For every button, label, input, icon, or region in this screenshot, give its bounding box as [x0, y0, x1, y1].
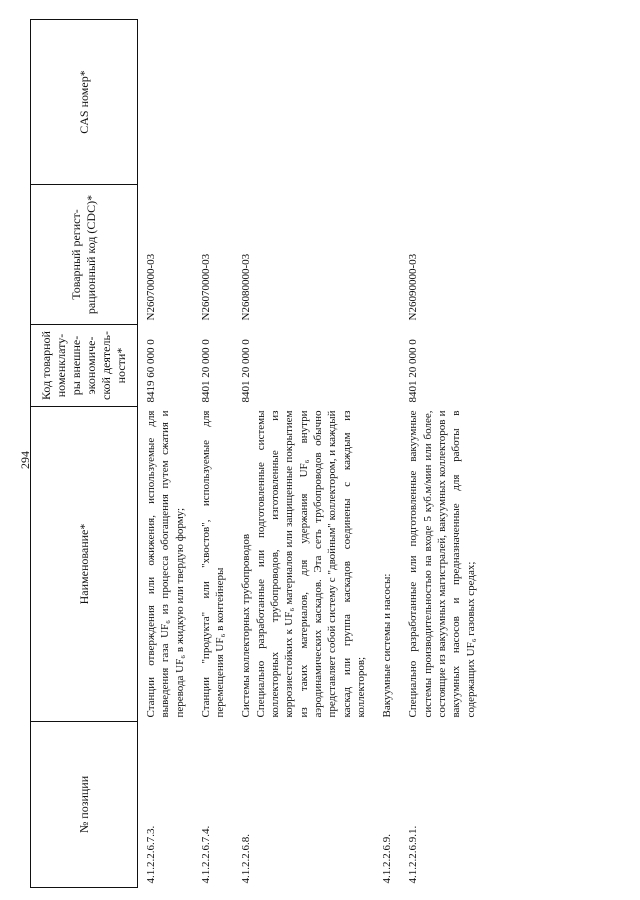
row-code: 8401 20 000 0 — [199, 339, 212, 403]
header-cas: CAS номер* — [31, 20, 138, 185]
row-name-text: Специально разработанные или подготовленные системы коллекторных трубопроводов, изготовленные из коррозиестойких к UF₆ материалов или защищенные покрытием из таких материалов, для удержания UF₆ внутри аэродинамических каскадов. Эта сеть трубопроводов обычно представляет собой систему с "двойным" коллектором, и каждый каскад или группа каскадов соединены с каждым из коллекторов; — [254, 410, 367, 718]
table-row — [374, 20, 400, 888]
row-code: 8401 20 000 0 — [240, 339, 253, 403]
header-code: Код товарной номенклату-ры внешне-экономиче-ской деятель-ности* — [31, 325, 138, 407]
row-name-heading: Системы коллекторных трубопроводов — [240, 533, 253, 718]
row-cdc: N26070000-03 — [199, 253, 212, 321]
row-position: 4.1.2.2.6.8. — [240, 834, 253, 884]
header-position: № позиции — [31, 722, 138, 888]
table-row — [138, 20, 193, 888]
table-row — [193, 20, 234, 888]
row-cdc: N26090000-03 — [407, 253, 420, 321]
row-cas — [374, 20, 400, 185]
row-code — [374, 325, 400, 407]
row-cdc — [374, 185, 400, 325]
specification-table — [30, 19, 484, 888]
row-position: 4.1.2.2.6.7.4. — [199, 825, 212, 884]
table-header-row — [31, 20, 138, 888]
row-code: 8419 60 000 0 — [145, 339, 157, 403]
row-name — [400, 407, 483, 722]
row-position: 4.1.2.2.6.9. — [381, 834, 394, 884]
header-name: Наименование* — [31, 407, 138, 722]
row-name-text: Вакуумные системы и насосы: — [381, 573, 394, 718]
row-position: 4.1.2.2.6.9.1. — [407, 825, 420, 884]
row-name-text: Станции отверждения или ожижения, используемые для выведения газа UF₆ из процесса обогащения путем сжатия и перевода UF₆ в жидкую или твердую форму; — [145, 410, 186, 718]
header-cdc: Товарный регист-рационный код (CDC)* — [31, 185, 138, 325]
page-number: 294 — [18, 451, 32, 469]
row-name-text: Станции "продукта" или "хвостов", используемые для перемещения UF₆ в контейнеры — [199, 410, 227, 718]
row-cas — [400, 20, 483, 185]
row-name — [233, 407, 374, 722]
row-cdc: N26080000-03 — [240, 253, 253, 321]
row-cdc: N26070000-03 — [145, 253, 157, 321]
row-name — [374, 407, 400, 722]
row-name-text: Специально разработанные или подготовленные вакуумные системы производительностью на входе 5 куб.м/мин или более, состоящие из вакуумных магистралей, вакуумных коллекторов и вакуумных насосов и предназначенные для работы в содержащих UF₆ газовых средах; — [407, 410, 477, 718]
row-name — [138, 407, 193, 722]
row-code: 8401 20 000 0 — [407, 339, 420, 403]
table-row — [233, 20, 374, 888]
row-name — [193, 407, 234, 722]
row-cas — [193, 20, 234, 185]
row-position: 4.1.2.2.6.7.3. — [145, 825, 157, 884]
row-cas — [138, 20, 193, 185]
table-row — [400, 20, 483, 888]
row-cas — [233, 20, 374, 185]
